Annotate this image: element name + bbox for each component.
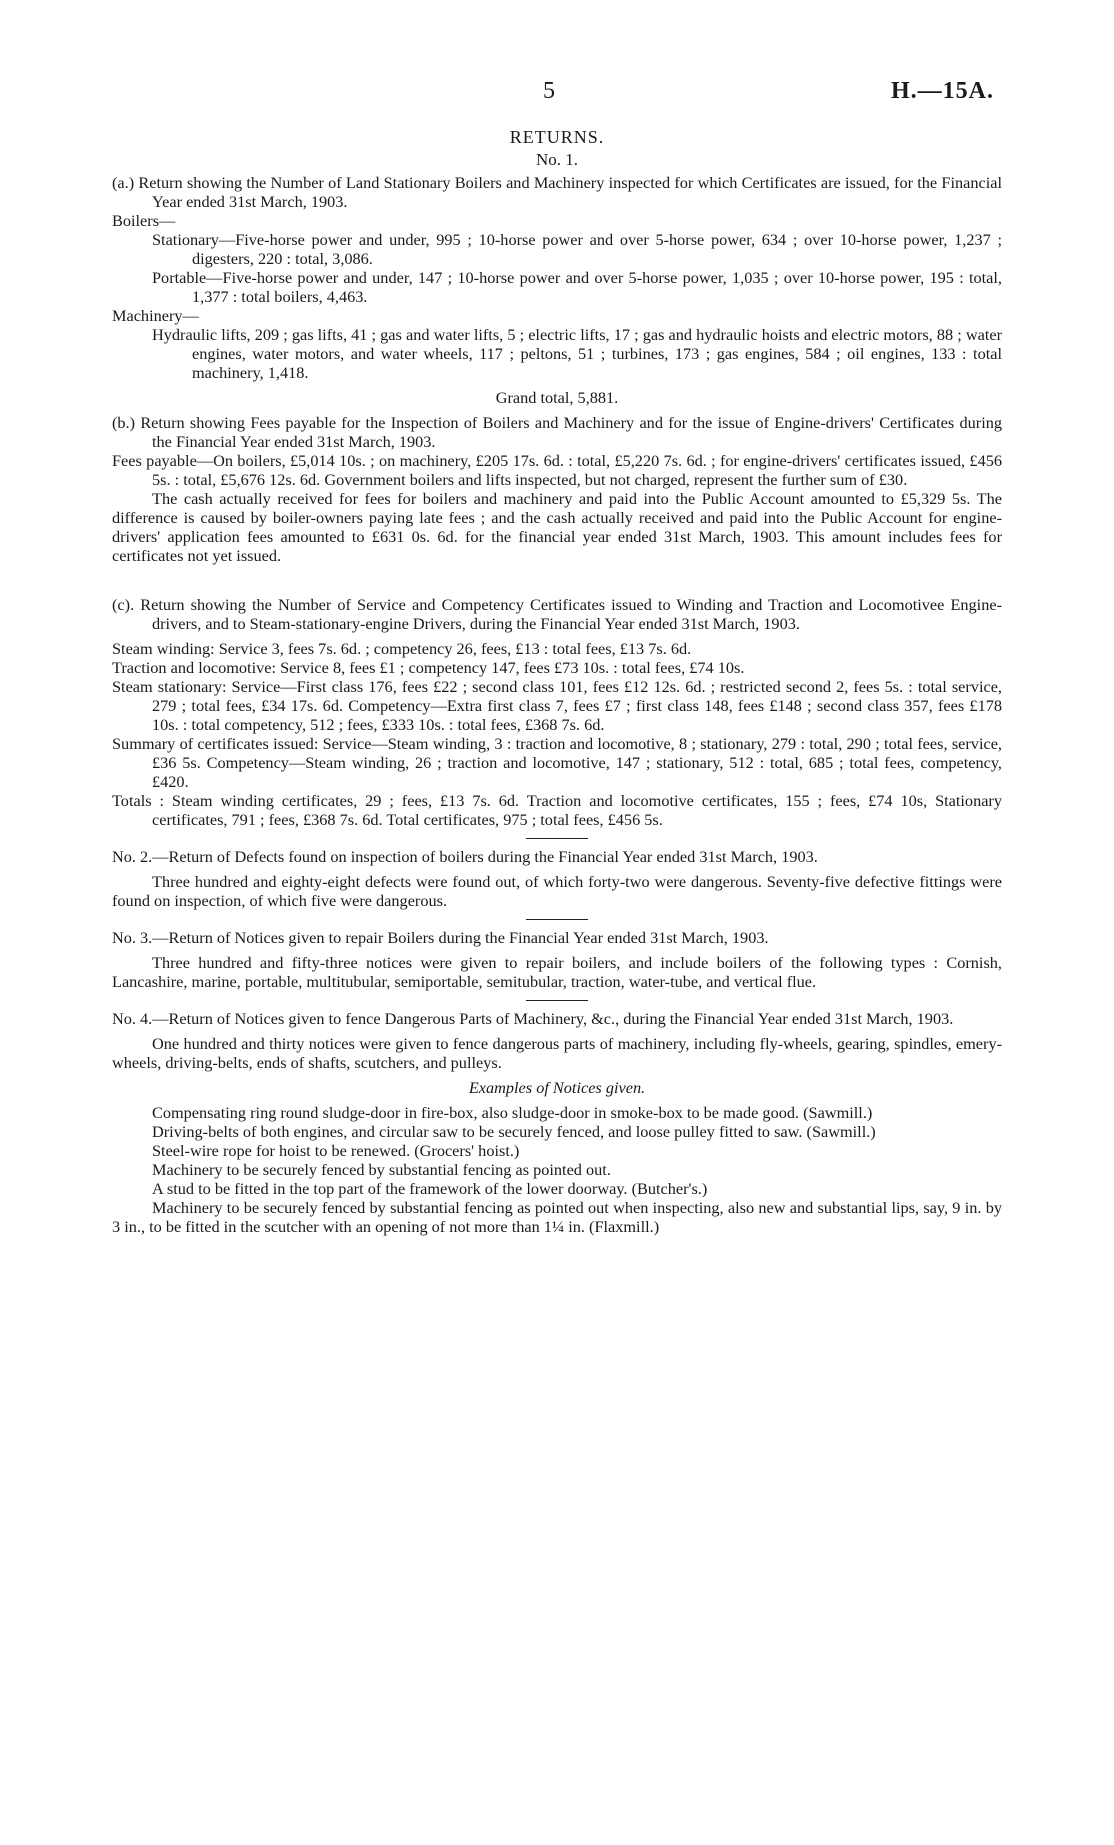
cash-received: The cash actually received for fees for boilers and machinery and paid into the Public Account amounted to £5,329 5s. The difference is caused by boiler-owners paying late fees ; and the cash actually received and paid into the Public Account for engine-drivers' application fees amounted to £631 0s. 6d. for the financial year ended 31st March, 1903. This amount includes fees for certificates not yet issued.	[112, 489, 1002, 565]
example-item: Steel-wire rope for hoist to be renewed. (Grocers' hoist.)	[152, 1141, 520, 1160]
return-3-heading: No. 3.—Return of Notices given to repair Boilers during the Financial Year ended 31st March, 1903.	[112, 928, 769, 947]
page-number: 5	[543, 78, 555, 104]
traction-locomotive: Traction and locomotive: Service 8, fees £1 ; competency 147, fees £73 10s. : total fees, £74 10s.	[112, 658, 745, 677]
certificate-summary: Summary of certificates issued: Service—Steam winding, 3 : traction and locomotive, 8 ; stationary, 279 : total, 290 ; total fees, service, £36 5s. Competency—Steam winding, 26 ; traction and locomotive, 147 ; stationary, 512 : total, 685 ; total fees, competency, £420.	[112, 734, 1002, 791]
section-c-heading: (c). Return showing the Number of Service and Competency Certificates issued to Winding and Traction and Locomotivee Engine-drivers, and to Steam-stationary-engine Drivers, during the Financial Year ended 31st March, 1903.	[112, 595, 1002, 633]
grand-total: Grand total, 5,881.	[495, 388, 619, 407]
example-item: A stud to be fitted in the top part of the framework of the lower doorway. (Butcher's.)	[152, 1179, 708, 1198]
section-divider	[526, 838, 588, 839]
certificate-totals: Totals : Steam winding certificates, 29 ; fees, £13 7s. 6d. Traction and locomotive certificates, 155 ; fees, £74 10s, Stationary certificates, 791 ; fees, £368 7s. 6d. Total certificates, 975 ; total fees, £456 5s.	[112, 791, 1002, 829]
return-4-heading: No. 4.—Return of Notices given to fence Dangerous Parts of Machinery, &c., during the Financial Year ended 31st March, 1903.	[112, 1009, 954, 1028]
return-3-body: Three hundred and fifty-three notices were given to repair boilers, and include boilers of the following types : Cornish, Lancashire, marine, portable, multitubular, semiportable, semitubular, traction, water-tube, and vertical flue.	[112, 953, 1002, 991]
stationary-boilers: Stationary—Five-horse power and under, 995 ; 10-horse power and over 5-horse power, 634 ; over 10-horse power, 1,237 ; digesters, 220 : total, 3,086.	[152, 230, 1002, 268]
document-reference: H.—15A.	[891, 78, 994, 104]
return-4-body: One hundred and thirty notices were given to fence dangerous parts of machinery, including fly-wheels, gearing, spindles, emery-wheels, driving-belts, ends of shafts, scutchers, and pulleys.	[112, 1034, 1002, 1072]
return-number-1: No. 1.	[535, 150, 579, 169]
section-a-heading: (a.) Return showing the Number of Land Stationary Boilers and Machinery inspected for which Certificates are issued, for the Financial Year ended 31st March, 1903.	[112, 173, 1002, 211]
machinery-list: Hydraulic lifts, 209 ; gas lifts, 41 ; gas and water lifts, 5 ; electric lifts, 17 ; gas and hydraulic hoists and electric motors, 88 ; water engines, water motors, and water wheels, 117 ; peltons, 51 ; turbines, 173 ; gas engines, 584 ; oil engines, 133 : total machinery, 1,418.	[152, 325, 1002, 382]
fees-payable: Fees payable—On boilers, £5,014 10s. ; on machinery, £205 17s. 6d. : total, £5,220 7s. 6d. ; for engine-drivers' certificates issued, £456 5s. : total, £5,676 12s. 6d. Government boilers and lifts inspected, but not charged, represent the further sum of £30.	[112, 451, 1002, 489]
examples-heading: Examples of Notices given.	[468, 1078, 646, 1097]
section-b-heading: (b.) Return showing Fees payable for the Inspection of Boilers and Machinery and for the issue of Engine-drivers' Certificates during the Financial Year ended 31st March, 1903.	[112, 413, 1002, 451]
portable-boilers: Portable—Five-horse power and under, 147 ; 10-horse power and over 5-horse power, 1,035 ; over 10-horse power, 195 : total, 1,377 : total boilers, 4,463.	[152, 268, 1002, 306]
returns-title: RETURNS.	[509, 127, 605, 147]
steam-stationary: Steam stationary: Service—First class 176, fees £22 ; second class 101, fees £12 12s. 6d. ; restricted second 2, fees 5s. : total service, 279 ; total fees, £34 17s. 6d. Competency—Extra first class 7, fees £7 ; first class 148, fees £148 ; second class 357, fees £178 10s. : total competency, 512 ; fees, £333 10s. : total fees, £368 7s. 6d.	[112, 677, 1002, 734]
section-divider	[526, 919, 588, 920]
return-2-body: Three hundred and eighty-eight defects were found out, of which forty-two were dangerous. Seventy-five defective fittings were found on inspection, of which five were dangerous.	[112, 872, 1002, 910]
example-item: Compensating ring round sludge-door in fire-box, also sludge-door in smoke-box to be made good. (Sawmill.)	[152, 1103, 873, 1122]
steam-winding: Steam winding: Service 3, fees 7s. 6d. ; competency 26, fees, £13 : total fees, £13 7s. 6d.	[112, 639, 692, 658]
example-item: Machinery to be securely fenced by substantial fencing as pointed out.	[152, 1160, 611, 1179]
document-body	[112, 128, 1002, 1236]
section-divider	[526, 1000, 588, 1001]
return-2-heading: No. 2.—Return of Defects found on inspection of boilers during the Financial Year ended 31st March, 1903.	[112, 847, 818, 866]
machinery-label: Machinery—	[112, 306, 199, 325]
boilers-label: Boilers—	[112, 211, 176, 230]
example-item: Machinery to be securely fenced by substantial fencing as pointed out when inspecting, also new and substantial lips, say, 9 in. by 3 in., to be fitted in the scutcher with an opening of not more than 1¼ in. (Flaxmill.)	[112, 1198, 1002, 1236]
example-item: Driving-belts of both engines, and circular saw to be securely fenced, and loose pulley fitted to saw. (Sawmill.)	[152, 1122, 876, 1141]
